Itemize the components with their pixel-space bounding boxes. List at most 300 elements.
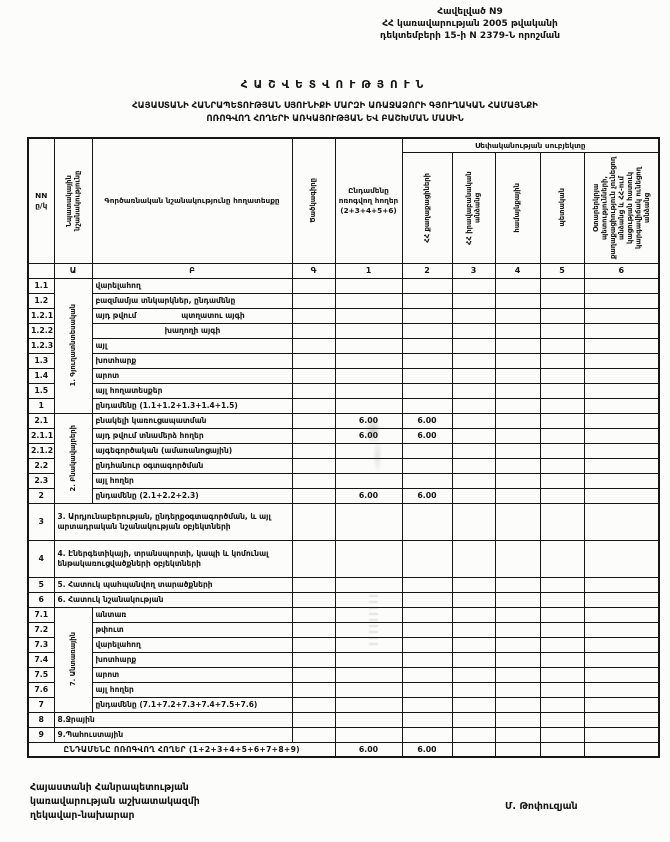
value-cell [452,488,495,503]
purpose-group-cell [54,607,92,712]
value-cell [335,353,402,368]
value-cell [495,308,540,323]
code-cell [292,413,335,428]
value-cell [540,398,584,413]
letter-cell: Բ [92,263,292,278]
value-cell [452,712,495,727]
value-cell [495,667,540,682]
value-cell [452,697,495,712]
column-letters-row [28,263,659,278]
table-row [28,443,659,458]
value-cell [452,682,495,697]
value-cell [402,667,452,682]
value-cell [495,637,540,652]
value-cell [540,592,584,607]
value-cell: 6.00 [335,428,402,443]
value-cell [540,293,584,308]
col-header-total-irrigated: Ընդամենը ոռոգվող հողեր (2+3+4+5+6) [335,138,402,263]
value-cell [452,652,495,667]
land-type-cell: վարելահող [92,278,292,293]
code-cell [292,308,335,323]
value-cell [540,458,584,473]
value-cell [402,398,452,413]
letter-cell: Գ [292,263,335,278]
report-subtitle-2: ՈՌՈԳՎՈՂ ՀՈՂԵՐԻ ԱՌԿԱՅՈՒԹՅԱՆ ԵՎ ԲԱՇԽՄԱՆ ՄԱՍԻՆ [206,113,464,124]
value-cell [335,503,402,540]
document-reference [336,7,604,43]
row-number-cell: 1 [28,398,54,413]
value-cell [402,293,452,308]
value-cell [452,540,495,577]
table-row [28,712,659,727]
value-cell [540,540,584,577]
value-cell [452,577,495,592]
code-cell [292,712,335,727]
row-number-cell: 7.4 [28,652,54,667]
letter-cell [28,263,54,278]
value-cell [540,428,584,443]
land-type-cell: այգեգործական (ամառանոցային) [92,443,292,458]
value-cell [584,278,659,293]
value-cell [584,398,659,413]
value-cell [495,398,540,413]
value-cell [540,637,584,652]
value-cell [584,353,659,368]
code-cell [292,682,335,697]
code-cell [292,592,335,607]
value-cell [584,443,659,458]
code-cell [292,503,335,540]
value-cell [584,577,659,592]
value-cell: 6.00 [402,413,452,428]
col-header-owner-foreign: Օտարերկրյա պետությունների, քաղաքացիություն չունեցող անձանց և ՀՀ-ում կացության հատուկ կարգավիճակ ունեցող անձանց [584,152,659,263]
value-cell [402,443,452,458]
value-cell [584,458,659,473]
row-number-cell: 1.2.1 [28,308,54,323]
value-cell [335,338,402,353]
code-cell [292,637,335,652]
table-row [28,637,659,652]
value-cell [540,742,584,757]
table-row [28,413,659,428]
col-header-owner-community: համայնքային [495,152,540,263]
land-type-cell: այլ հողեր [92,682,292,697]
value-cell [540,488,584,503]
value-cell [584,607,659,622]
value-cell [584,592,659,607]
table-row [28,622,659,637]
value-cell [402,368,452,383]
value-cell [452,443,495,458]
table-row [28,368,659,383]
value-cell: 6.00 [402,742,452,757]
report-subtitle-1: ՀԱՅԱՍՏԱՆԻ ՀԱՆՐԱՊԵՏՈՒԹՅԱՆ ՍՅՈՒՆԻՔԻ ՄԱՐԶԻ ԱՌԱՋԱՁՈՐԻ ԳՅՈՒՂԱԿԱՆ ՀԱՄԱՅՆՔԻ [132,101,538,111]
row-number-cell: 1.5 [28,383,54,398]
value-cell [402,353,452,368]
value-cell [402,458,452,473]
value-cell [540,652,584,667]
value-cell [495,383,540,398]
code-cell [292,607,335,622]
code-cell [292,473,335,488]
row-number-cell: 5 [28,577,54,592]
land-type-cell: 4. Էներգետիկայի, տրանսպորտի, կապի և կոմունալ ենթակառուցվածքների օբյեկտների [54,540,292,577]
signatory-title-line: ղեկավար-նախարար [30,809,135,821]
value-cell [402,712,452,727]
letter-cell: 5 [540,263,584,278]
table-header [28,138,659,278]
col-header-purpose: Նպատակային նշանակությունը [54,138,92,263]
value-cell: 6.00 [335,742,402,757]
value-cell [495,622,540,637]
table-row [28,488,659,503]
row-number-cell: 8 [28,712,54,727]
value-cell [402,473,452,488]
code-cell [292,428,335,443]
value-cell [540,682,584,697]
annex-number: Հավելված N9 [437,7,503,17]
table-row [28,577,659,592]
table-row [28,308,659,323]
code-cell [292,443,335,458]
col-header-owner-state: պետական [540,152,584,263]
value-cell [584,540,659,577]
table-row [28,473,659,488]
value-cell [402,577,452,592]
value-cell [584,488,659,503]
land-type-cell: ընդհանուր օգտագործման [92,458,292,473]
value-cell [335,652,402,667]
land-type-center: պտղատու այգի [181,311,245,320]
land-type-cell: այլ հողատեսքեր [92,383,292,398]
row-number-cell: 7.2 [28,622,54,637]
irrigated-lands-table [27,137,660,758]
value-cell [495,540,540,577]
row-number-cell: 7 [28,697,54,712]
value-cell [452,592,495,607]
value-cell [452,293,495,308]
value-cell [452,383,495,398]
value-cell [584,383,659,398]
land-type-cell: ընդամենը (2.1+2.2+2.3) [92,488,292,503]
row-number-cell: 2.3 [28,473,54,488]
table-row [28,667,659,682]
land-type-cell: խոտհարք [92,353,292,368]
value-cell [495,727,540,742]
value-cell [335,383,402,398]
value-cell [495,712,540,727]
value-cell [584,503,659,540]
code-cell [292,622,335,637]
value-cell [402,540,452,577]
value-cell [495,577,540,592]
value-cell [452,637,495,652]
value-cell [402,697,452,712]
land-type-center: խաղողի այգի [164,326,221,335]
land-type-cell: 9.Պահուստային [54,727,292,742]
value-cell [495,607,540,622]
purpose-group-cell [54,413,92,503]
code-cell [292,398,335,413]
code-cell [292,488,335,503]
value-cell [335,592,402,607]
col-header-owner-legal-entities: ՀՀ իրավաբանական անձանց [452,152,495,263]
land-type-cell: 8.Ջրային [54,712,292,727]
purpose-group-label: 2. Բնակավայրերի [68,424,77,492]
land-type-split [96,311,290,320]
code-cell [292,323,335,338]
value-cell [335,473,402,488]
value-cell [402,682,452,697]
land-type-cell: 6. Հատուկ նշանակության [54,592,292,607]
code-cell [292,383,335,398]
code-cell [292,293,335,308]
land-type-cell: այլ հողեր [92,473,292,488]
value-cell [584,368,659,383]
table-row [28,727,659,742]
value-cell: 6.00 [402,488,452,503]
table-row [28,428,659,443]
value-cell [452,667,495,682]
value-cell [584,622,659,637]
value-cell [335,727,402,742]
code-cell [292,667,335,682]
value-cell [335,697,402,712]
row-number-cell: 1.2.3 [28,338,54,353]
total-row [28,742,659,757]
value-cell [335,622,402,637]
value-cell [495,443,540,458]
code-cell [292,540,335,577]
row-number-cell: 6 [28,592,54,607]
value-cell [495,682,540,697]
report-title: ՀԱՇՎԵՏՎՈՒԹՅՈՒՆ [240,79,430,91]
value-cell [402,323,452,338]
table-row [28,338,659,353]
value-cell [584,308,659,323]
value-cell [495,323,540,338]
value-cell [495,652,540,667]
value-cell [540,368,584,383]
table-row [28,383,659,398]
value-cell [452,278,495,293]
row-number-cell: 1.2 [28,293,54,308]
value-cell [402,278,452,293]
purpose-group-cell [54,278,92,413]
value-cell [452,368,495,383]
value-cell: 6.00 [335,413,402,428]
value-cell [540,278,584,293]
value-cell [495,697,540,712]
land-type-split [96,326,290,335]
value-cell [540,443,584,458]
letter-cell: 2 [402,263,452,278]
value-cell [584,473,659,488]
row-number-cell: 7.3 [28,637,54,652]
table-row [28,592,659,607]
value-cell [584,667,659,682]
letter-cell: 4 [495,263,540,278]
value-cell [452,742,495,757]
value-cell [584,682,659,697]
col-header-nn: NN ը/կ [28,138,54,263]
row-number-cell: 3 [28,503,54,540]
value-cell [495,458,540,473]
value-cell [452,308,495,323]
value-cell [540,473,584,488]
col-header-code: Ծածկագիրը [292,138,335,263]
value-cell [402,383,452,398]
report-table-body [28,278,659,757]
table-row [28,278,659,293]
value-cell [540,383,584,398]
row-number-cell: 1.2.2 [28,323,54,338]
land-type-cell: 3. Արդյունաբերության, ընդերքօգտագործման, և այլ արտադրական նշանակության օբյեկտների [54,503,292,540]
table-row [28,697,659,712]
value-cell [402,637,452,652]
code-cell [292,368,335,383]
purpose-group-label: 7. Անտառային [68,632,77,687]
table-row [28,540,659,577]
land-type-cell [92,308,292,323]
value-cell [495,592,540,607]
value-cell [540,607,584,622]
value-cell [584,293,659,308]
value-cell [584,697,659,712]
land-type-cell: անտառ [92,607,292,622]
value-cell [495,278,540,293]
value-cell [584,637,659,652]
value-cell [452,503,495,540]
table-row [28,293,659,308]
value-cell [540,712,584,727]
value-cell [540,503,584,540]
row-number-cell: 7.6 [28,682,54,697]
row-number-cell: 1.4 [28,368,54,383]
letter-cell: 1 [335,263,402,278]
table-row [28,682,659,697]
value-cell [584,428,659,443]
table-row [28,607,659,622]
code-cell [292,697,335,712]
value-cell [402,592,452,607]
land-type-cell: բազմամյա տնկարկներ, ընդամենը [92,293,292,308]
value-cell [540,353,584,368]
value-cell [540,308,584,323]
table-row [28,652,659,667]
value-cell [402,338,452,353]
table-row [28,503,659,540]
row-number-cell: 7.5 [28,667,54,682]
value-cell [335,308,402,323]
value-cell [335,443,402,458]
value-cell [335,458,402,473]
value-cell [584,652,659,667]
land-type-cell: 5. Հատուկ պահպանվող տարածքների [54,577,292,592]
value-cell [335,712,402,727]
code-cell [292,577,335,592]
land-type-cell: արոտ [92,368,292,383]
value-cell [540,338,584,353]
land-type-cell: այդ թվում տնամերձ հողեր [92,428,292,443]
row-number-cell: 2.1.1 [28,428,54,443]
row-number-cell: 1.3 [28,353,54,368]
value-cell [335,577,402,592]
value-cell [452,323,495,338]
value-cell [335,540,402,577]
value-cell: 6.00 [335,488,402,503]
value-cell [402,652,452,667]
row-number-cell: 1.1 [28,278,54,293]
value-cell [540,323,584,338]
value-cell [495,413,540,428]
value-cell [495,473,540,488]
purpose-group-label: 1. Գյուղատնտեսական [68,304,77,387]
land-type-left: այդ թվում [95,311,137,320]
value-cell [584,323,659,338]
table-row [28,353,659,368]
value-cell [335,607,402,622]
value-cell [540,622,584,637]
value-cell [452,413,495,428]
value-cell [335,293,402,308]
value-cell [402,607,452,622]
value-cell [335,667,402,682]
value-cell [335,682,402,697]
code-cell [292,458,335,473]
value-cell [335,278,402,293]
code-cell [292,353,335,368]
decree-line-2: դեկտեմբերի 15-ի N 2379-Ն որոշման [379,30,561,41]
letter-cell: 6 [584,263,659,278]
row-number-cell: 2.1 [28,413,54,428]
value-cell [452,473,495,488]
row-number-cell: 2.1.2 [28,443,54,458]
col-header-functional: Գործառնական նշանակությունը հողատեսքը [92,138,292,263]
land-type-cell: այլ [92,338,292,353]
land-type-cell: խոտհարք [92,652,292,667]
value-cell [584,742,659,757]
value-cell [495,503,540,540]
signatory-title [30,781,200,823]
value-cell [452,607,495,622]
value-cell: 6.00 [402,428,452,443]
code-cell [292,652,335,667]
row-number-cell: 7.1 [28,607,54,622]
value-cell [495,338,540,353]
value-cell [495,353,540,368]
row-number-cell: 4 [28,540,54,577]
value-cell [452,727,495,742]
letter-cell: Ա [54,263,92,278]
row-number-cell: 2.2 [28,458,54,473]
decree-line-1: ՀՀ կառավարության 2005 թվականի [382,18,558,29]
table-row [28,323,659,338]
value-cell [540,413,584,428]
land-type-cell: արոտ [92,667,292,682]
value-cell [452,458,495,473]
code-cell [292,338,335,353]
land-type-cell: ընդամենը (7.1+7.2+7.3+7.4+7.5+7.6) [92,697,292,712]
title-block [0,79,670,126]
value-cell [540,667,584,682]
land-type-cell: ընդամենը (1.1+1.2+1.3+1.4+1.5) [92,398,292,413]
value-cell [452,428,495,443]
row-number-cell: 2 [28,488,54,503]
total-row-label: ԸՆԴԱՄԵՆԸ ՈՌՈԳՎՈՂ ՀՈՂԵՐ (1+2+3+4+5+6+7+8+9) [28,742,335,757]
value-cell [335,398,402,413]
value-cell [584,338,659,353]
